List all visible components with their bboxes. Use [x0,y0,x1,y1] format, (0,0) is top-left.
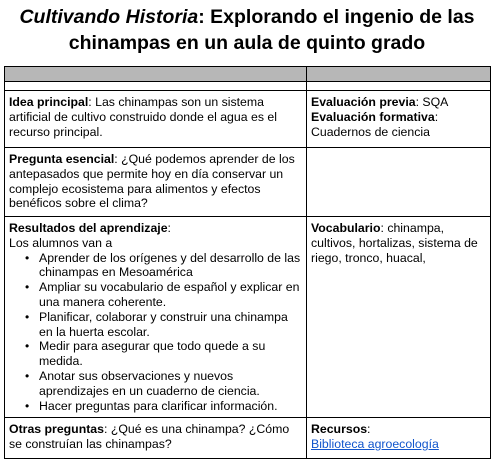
evaluacion-previa-label: Evaluación previa [311,95,416,109]
list-item: • Medir para asegurar que todo quede a su medida. [39,339,302,369]
row-otras [5,418,491,459]
recursos-cell [307,418,491,459]
evaluacion-formativa [311,110,486,140]
list-item: • Aprender de los orígenes y del desarrollo de las chinampas en Mesoamérica [39,251,302,281]
evaluacion-formativa-text: : Cuadernos de ciencia [311,109,439,139]
idea-principal-label: Idea principal [9,95,89,109]
recursos-link[interactable]: Biblioteca agroecología [311,437,439,452]
resultados-colon: : [167,221,171,235]
otras-preguntas-text: : ¿Qué es una chinampa? ¿Cómo se construían las chinampas? [9,422,290,452]
recursos-heading [311,422,486,437]
header-cell-left [5,67,307,82]
pregunta-esencial-label: Pregunta esencial [9,152,115,166]
spacer-row [5,82,491,91]
resultados-heading [9,221,302,236]
resultados-label: Resultados del aprendizaje [9,221,168,235]
list-item: • Anotar sus observaciones y nuevos aprendizajes en un cuaderno de ciencia. [39,369,302,399]
otras-preguntas-cell [5,418,307,459]
recursos-colon: : [367,422,371,437]
header-cell-right [307,67,491,82]
evaluacion-previa [311,95,486,110]
header-row [5,67,491,82]
list-item: • Ampliar su vocabulario de español y explicar en una manera coherente. [39,280,302,310]
empty-cell [307,148,491,217]
resultados-list [9,251,302,414]
evaluacion-previa-text: : SQA [415,95,449,109]
vocabulario-label: Vocabulario [311,221,381,235]
spacer-cell-right [307,82,491,91]
vocabulario-cell [307,217,491,418]
resultados-intro: Los alumnos van a [9,235,113,250]
idea-principal-text: : Las chinampas son un sistema artificial de cultivo construido donde el agua es el recurso principal. [9,95,277,139]
vocabulario-text: : chinampa, cultivos, hortalizas, sistema de riego, tronco, huacal, [311,221,478,265]
evaluacion-cell [307,91,491,148]
title-italic: Cultivando Historia [19,6,199,28]
row-pregunta [5,148,491,217]
row-resultados [5,217,491,418]
page-title [0,4,494,56]
lesson-plan-table [4,66,491,459]
pregunta-esencial-cell [5,148,307,217]
recursos-label: Recursos [311,422,368,437]
row-idea [5,91,491,148]
spacer-cell-left [5,82,307,91]
list-item: • Hacer preguntas para clarificar información. [39,399,302,414]
pregunta-esencial-text: : ¿Qué podemos aprender de los antepasados que permite hoy en día conservar un complejo ecosistema para alimentos y efectos benéficos sobre el clima? [9,152,295,211]
title-rest: : Explorando el ingenio de las chinampas en un aula de quinto grado [68,6,475,54]
idea-principal-cell [5,91,307,148]
list-item: • Planificar, colaborar y construir una chinampa en la huerta escolar. [39,310,302,340]
otras-preguntas-label: Otras preguntas [9,422,104,437]
resultados-cell [5,217,307,418]
evaluacion-formativa-label: Evaluación formativa [311,109,435,124]
